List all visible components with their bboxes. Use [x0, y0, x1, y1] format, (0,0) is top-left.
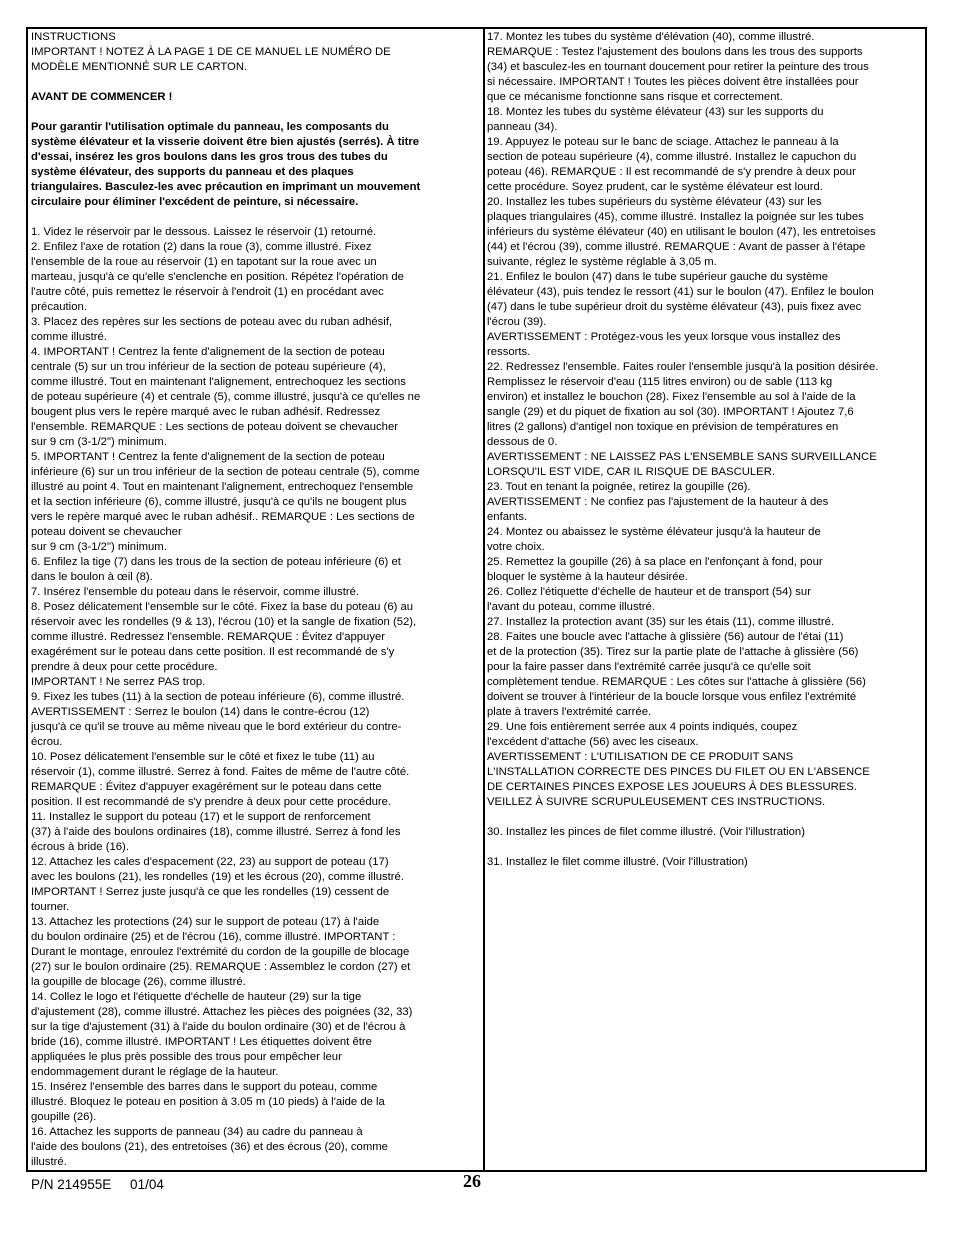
instruction-line: 8. Posez délicatement l'ensemble sur le côté. Fixez la base du poteau (6) au [31, 601, 414, 613]
instruction-line: 18. Montez les tubes du système élévateur (43) sur les supports du [487, 106, 824, 118]
instruction-line: MODÈLE MENTIONNÉ SUR LE CARTON. [31, 61, 248, 73]
instruction-line: bride (16), comme illustré. IMPORTANT ! Les étiquettes doivent être [31, 1036, 372, 1048]
instruction-line: (44) et l'écrou (39), comme illustré. REMARQUE : Avant de passer à l'étape [487, 241, 866, 253]
instruction-line: 3. Placez des repères sur les sections de poteau avec du ruban adhésif, [31, 316, 393, 328]
instruction-line: 31. Installez le filet comme illustré. (Voir l'illustration) [487, 856, 748, 868]
instruction-line: VEILLEZ À SUIVRE SCRUPULEUSEMENT CES INSTRUCTIONS. [487, 796, 826, 808]
instruction-line: sur 9 cm (3-1/2") minimum. [31, 541, 167, 553]
right-column [487, 30, 923, 870]
instruction-line: position. Il est recommandé de s'y prendre à deux pour cette procédure. [31, 796, 392, 808]
instruction-line: cette procédure. Soyez prudent, car le système élévateur est lourd. [487, 181, 823, 193]
instruction-line: triangulaires. Basculez-les avec précaution en imprimant un mouvement [31, 181, 421, 193]
instruction-line: appliquées le plus près possible des trous pour empêcher leur [31, 1051, 342, 1063]
instruction-line: vers le repère marqué avec le ruban adhésif.. REMARQUE : Les sections de [31, 511, 415, 523]
instruction-line: endommagement durant le réglage de la hauteur. [31, 1066, 279, 1078]
instruction-line: illustré. Bloquez le poteau en position à 3.05 m (10 pieds) à l'aide de la [31, 1096, 385, 1108]
instruction-line: panneau (34). [487, 121, 558, 133]
instruction-line: 26. Collez l'étiquette d'échelle de hauteur et de transport (54) sur [487, 586, 811, 598]
instruction-line [31, 105, 466, 120]
instruction-line: 19. Appuyez le poteau sur le banc de sciage. Attachez le panneau à la [487, 136, 839, 148]
instruction-line: comme illustré. Tout en maintenant l'alignement, entrechoquez les sections [31, 376, 406, 388]
instruction-line: 6. Enfilez la tige (7) dans les trous de la section de poteau inférieure (6) et [31, 556, 401, 568]
instruction-frame [26, 27, 927, 1172]
instruction-line: 23. Tout en tenant la poignée, retirez la goupille (26). [487, 481, 751, 493]
instruction-line: l'aide des boulons (21), des entretoises (36) et des écrous (20), comme [31, 1141, 388, 1153]
instruction-line: si nécessaire. IMPORTANT ! Toutes les pièces doivent être installées pour [487, 76, 859, 88]
instruction-line: 16. Attachez les supports de panneau (34) au cadre du panneau à [31, 1126, 363, 1138]
instruction-line: 11. Installez le support du poteau (17) et le support de renforcement [31, 811, 371, 823]
instruction-line: 1. Videz le réservoir par le dessous. Laissez le réservoir (1) retourné. [31, 226, 377, 238]
instruction-line: complètement tendue. REMARQUE : Les côtes sur l'attache à glissière (56) [487, 676, 866, 688]
instruction-line: 28. Faites une boucle avec l'attache à glissière (56) autour de l'étai (11) [487, 631, 844, 643]
instruction-line: poteau (46). REMARQUE : Il est recommandé de s'y prendre à deux pour [487, 166, 856, 178]
page-number: 26 [463, 1171, 481, 1191]
instruction-line: l'autre côté, puis remettez le réservoir à l'endroit (1) en procédant avec [31, 286, 384, 298]
instruction-line: pour la faire passer dans l'extrémité carrée jusqu'à ce qu'elle soit [487, 661, 811, 673]
instruction-line: dessous de 0. [487, 436, 558, 448]
instruction-line: inférieurs du système élévateur (40) en utilisant le boulon (47), les entretoises [487, 226, 876, 238]
instruction-line: illustré. [31, 1156, 67, 1168]
instruction-line: comme illustré. Redressez l'ensemble. REMARQUE : Évitez d'appuyer [31, 631, 386, 643]
instruction-line: (27) sur le boulon ordinaire (25). REMARQUE : Assemblez le cordon (27) et [31, 961, 411, 973]
instruction-line: IMPORTANT ! Ne serrez PAS trop. [31, 676, 206, 688]
instruction-line: sur 9 cm (3-1/2") minimum. [31, 436, 167, 448]
instruction-line: prendre à deux pour cette procédure. [31, 661, 218, 673]
instruction-line: 24. Montez ou abaissez le système élévateur jusqu'à la hauteur de [487, 526, 821, 538]
instruction-line: bloquer le système à la hauteur désirée. [487, 571, 688, 583]
instruction-line: enfants. [487, 511, 528, 523]
instruction-line: REMARQUE : Testez l'ajustement des boulons dans les trous des supports [487, 46, 863, 58]
instruction-line: 15. Insérez l'ensemble des barres dans le support du poteau, comme [31, 1081, 378, 1093]
instruction-line: la goupille de blocage (26), comme illustré. [31, 976, 246, 988]
instruction-line: 12. Attachez les cales d'espacement (22, 23) au support de poteau (17) [31, 856, 389, 868]
instruction-line [31, 75, 466, 90]
instruction-line: jusqu'à ce qu'il se trouve au même niveau que le bord extérieur du contre- [31, 721, 402, 733]
instruction-line: poteau doivent se chevaucher [31, 526, 182, 538]
instruction-line: suivante, réglez le système réglable à 3,05 m. [487, 256, 717, 268]
instruction-line: AVERTISSEMENT : Ne confiez pas l'ajustement de la hauteur à des [487, 496, 829, 508]
instruction-line: marteau, jusqu'à ce qu'elle s'enclenche en position. Répétez l'opération de [31, 271, 404, 283]
instruction-line: exagérément sur le poteau dans cette position. Il est recommandé de s'y [31, 646, 395, 658]
instruction-line [487, 840, 923, 855]
instruction-line: 27. Installez la protection avant (35) sur les étais (11), comme illustré. [487, 616, 835, 628]
instruction-line: environ) et installez le bouchon (28). Fixez l'ensemble au sol à l'aide de la [487, 391, 856, 403]
instruction-line: L'INSTALLATION CORRECTE DES PINCES DU FILET OU EN L'ABSENCE [487, 766, 870, 778]
instruction-line: 25. Remettez la goupille (26) à sa place en l'enfonçant à fond, pour [487, 556, 823, 568]
instruction-line: 2. Enfilez l'axe de rotation (2) dans la roue (3), comme illustré. Fixez [31, 241, 372, 253]
instruction-line: dans le boulon à œil (8). [31, 571, 153, 583]
instruction-line: tourner. [31, 901, 70, 913]
instruction-line: (47) dans le tube supérieur droit du système élévateur (43), puis fixez avec [487, 301, 862, 313]
instruction-line: système élévateur, des supports du panneau et des plaques [31, 166, 354, 178]
instruction-line: AVERTISSEMENT : Protégez-vous les yeux lorsque vous installez des [487, 331, 841, 343]
instruction-line: écrou. [31, 736, 63, 748]
column-divider [483, 29, 485, 1170]
instruction-line: Pour garantir l'utilisation optimale du panneau, les composants du [31, 121, 389, 133]
instruction-line: comme illustré. [31, 331, 107, 343]
instruction-line: 4. IMPORTANT ! Centrez la fente d'alignement de la section de poteau [31, 346, 385, 358]
instruction-line: goupille (26). [31, 1111, 97, 1123]
instruction-line: et de la protection (35). Tirez sur la partie plate de l'attache à glissière (56) [487, 646, 859, 658]
instruction-line: AVERTISSEMENT : L'UTILISATION DE CE PRODUIT SANS [487, 751, 794, 763]
instruction-line: d'ajustement (28), comme illustré. Attachez les pièces des poignées (32, 33) [31, 1006, 413, 1018]
instruction-line: 22. Redressez l'ensemble. Faites rouler l'ensemble jusqu'à la position désirée. [487, 361, 879, 373]
instruction-line: Remplissez le réservoir d'eau (115 litres environ) ou de sable (113 kg [487, 376, 833, 388]
instruction-line: doivent se trouver à l'intérieur de la boucle lorsque vous enfilez l'extrémité [487, 691, 857, 703]
instruction-line: REMARQUE : Évitez d'appuyer exagérément sur le poteau dans cette [31, 781, 382, 793]
instruction-line: élévateur (43), puis tendez le ressort (41) sur le boulon (47). Enfilez le boulon [487, 286, 874, 298]
instruction-line: 9. Fixez les tubes (11) à la section de poteau inférieure (6), comme illustré. [31, 691, 405, 703]
instruction-line: avec les boulons (21), les rondelles (19) et les écrous (20), comme illustré. [31, 871, 404, 883]
instruction-line: AVERTISSEMENT : Serrez le boulon (14) dans le contre-écrou (12) [31, 706, 370, 718]
instruction-line: 29. Une fois entièrement serrée aux 4 points indiqués, coupez [487, 721, 798, 733]
instruction-line: 7. Insérez l'ensemble du poteau dans le réservoir, comme illustré. [31, 586, 360, 598]
instruction-line: 13. Attachez les protections (24) sur le support de poteau (17) à l'aide [31, 916, 380, 928]
instruction-line: LORSQU'IL EST VIDE, CAR IL RISQUE DE BASCULER. [487, 466, 776, 478]
instruction-line: illustré au point 4. Tout en maintenant l'alignement, entrechoquez l'ensemble [31, 481, 414, 493]
part-number: P/N 214955E 01/04 [31, 1177, 164, 1192]
instruction-line: système élévateur et la visserie doivent être bien ajustés (serrés). À titre [31, 136, 420, 148]
instruction-line: DE CERTAINES PINCES EXPOSE LES JOUEURS À DES BLESSURES. [487, 781, 857, 793]
instruction-line: plaques triangulaires (45), comme illustré. Installez la poignée sur les tubes [487, 211, 864, 223]
instruction-line: circulaire pour éliminer l'excédent de peinture, si nécessaire. [31, 196, 359, 208]
instruction-line: précaution. [31, 301, 87, 313]
instruction-line: 5. IMPORTANT ! Centrez la fente d'alignement de la section de poteau [31, 451, 385, 463]
instruction-line: ressorts. [487, 346, 531, 358]
instruction-line: sur la tige d'ajustement (31) à l'aide du boulon ordinaire (30) et de l'écrou à [31, 1021, 406, 1033]
instruction-line: 21. Enfilez le boulon (47) dans le tube supérieur gauche du système [487, 271, 829, 283]
instruction-line: l'écrou (39). [487, 316, 547, 328]
instruction-line: (34) et basculez-les en tournant doucement pour retirer la peinture des trous [487, 61, 869, 73]
instruction-line: l'ensemble de la roue au réservoir (1) en tapotant sur la roue avec un [31, 256, 377, 268]
instruction-line: bougent plus vers le repère marqué avec le ruban adhésif. Redressez [31, 406, 381, 418]
instruction-line [487, 810, 923, 825]
left-column [31, 30, 466, 1170]
instruction-line: IMPORTANT ! NOTEZ À LA PAGE 1 DE CE MANUEL LE NUMÉRO DE [31, 46, 391, 58]
instruction-line: que ce mécanisme fonctionne sans risque et correctement. [487, 91, 783, 103]
instruction-line: AVERTISSEMENT : NE LAISSEZ PAS L'ENSEMBLE SANS SURVEILLANCE [487, 451, 877, 463]
instruction-line: réservoir avec les rondelles (9 & 13), l'écrou (10) et la sangle de fixation (52), [31, 616, 417, 628]
instruction-line: INSTRUCTIONS [31, 31, 116, 43]
instruction-line: réservoir (1), comme illustré. Serrez à fond. Faites de même de l'autre côté. [31, 766, 410, 778]
instruction-line: plate à travers l'extrémité carrée. [487, 706, 652, 718]
instruction-line: d'essai, insérez les gros boulons dans les gros trous des tubes du [31, 151, 388, 163]
instruction-line: 14. Collez le logo et l'étiquette d'échelle de hauteur (29) sur la tige [31, 991, 362, 1003]
instruction-line: l'excédent d'attache (56) avec les ciseaux. [487, 736, 699, 748]
instruction-line: de poteau supérieure (4) et centrale (5), comme illustré, jusqu'à ce qu'elles ne [31, 391, 421, 403]
instruction-line: et la section inférieure (6), comme illustré, jusqu'à ce qu'ils ne bougent plus [31, 496, 407, 508]
instruction-line: inférieure (6) sur un trou inférieur de la section de poteau centrale (5), comme [31, 466, 420, 478]
instruction-line [31, 210, 466, 225]
instruction-line: IMPORTANT ! Serrez juste jusqu'à ce que les rondelles (19) cessent de [31, 886, 390, 898]
instruction-line: écrous à bride (16). [31, 841, 129, 853]
instruction-line: (37) à l'aide des boulons ordinaires (18), comme illustré. Serrez à fond les [31, 826, 401, 838]
instruction-line: l'ensemble. REMARQUE : Les sections de poteau doivent se chevaucher [31, 421, 398, 433]
instruction-line: sangle (29) et du piquet de fixation au sol (30). IMPORTANT ! Ajoutez 7,6 [487, 406, 854, 418]
instruction-line: section de poteau supérieure (4), comme illustré. Installez le capuchon du [487, 151, 857, 163]
instruction-line: litres (2 gallons) d'antigel non toxique en prévision de températures en [487, 421, 839, 433]
instruction-line: Durant le montage, enroulez l'extrémité du cordon de la goupille de blocage [31, 946, 410, 958]
instruction-line: 10. Posez délicatement l'ensemble sur le côté et fixez le tube (11) au [31, 751, 375, 763]
instruction-line: centrale (5) sur un trou inférieur de la section de poteau supérieure (4), [31, 361, 386, 373]
instruction-line: 30. Installez les pinces de filet comme illustré. (Voir l'illustration) [487, 826, 805, 838]
instruction-line: du boulon ordinaire (25) et de l'écrou (16), comme illustré. IMPORTANT : [31, 931, 396, 943]
instruction-line: 20. Installez les tubes supérieurs du système élévateur (43) sur les [487, 196, 822, 208]
instruction-line: votre choix. [487, 541, 545, 553]
instruction-line: AVANT DE COMMENCER ! [31, 91, 173, 103]
instruction-line: 17. Montez les tubes du système d'élévation (40), comme illustré. [487, 31, 815, 43]
instruction-line: l'avant du poteau, comme illustré. [487, 601, 655, 613]
